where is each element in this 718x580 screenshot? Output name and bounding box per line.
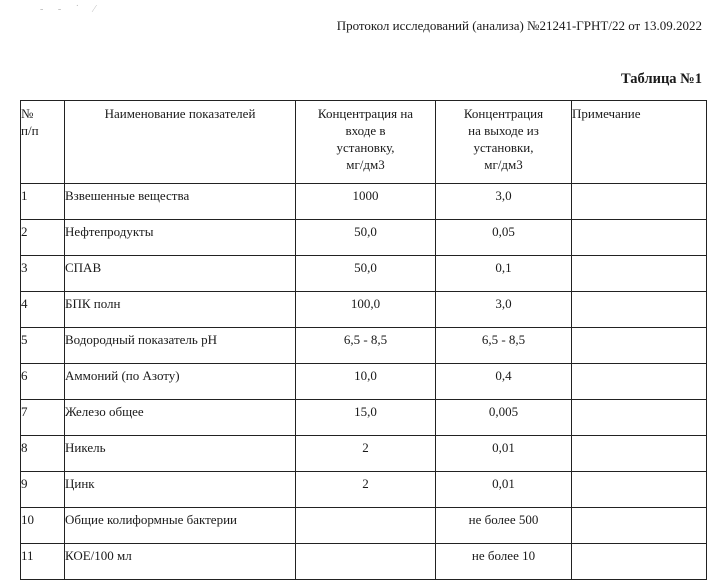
note-cell: [572, 436, 707, 472]
table-row: [21, 544, 707, 580]
inlet-value: 10,0: [296, 364, 436, 400]
table-header: [21, 101, 707, 184]
outlet-value: не более 500: [436, 508, 572, 544]
header-row: [21, 101, 707, 184]
inlet-value: [296, 544, 436, 580]
outlet-value: 0,01: [436, 472, 572, 508]
row-number: 11: [21, 544, 65, 580]
table-caption: Таблица №1: [621, 71, 702, 87]
note-cell: [572, 292, 707, 328]
note-cell: [572, 184, 707, 220]
row-number: 4: [21, 292, 65, 328]
row-number: 7: [21, 400, 65, 436]
table-row: [21, 436, 707, 472]
row-number: 2: [21, 220, 65, 256]
header-inlet-concentration: Концентрация на входе в установку, мг/дм3: [296, 101, 436, 184]
note-cell: [572, 472, 707, 508]
note-cell: [572, 328, 707, 364]
outlet-value: 0,05: [436, 220, 572, 256]
inlet-value: 100,0: [296, 292, 436, 328]
indicator-name: Цинк: [65, 472, 296, 508]
outlet-value: 0,01: [436, 436, 572, 472]
row-number: 5: [21, 328, 65, 364]
row-number: 9: [21, 472, 65, 508]
header-note: Примечание: [572, 101, 707, 184]
outlet-value: 6,5 - 8,5: [436, 328, 572, 364]
inlet-value: 2: [296, 436, 436, 472]
inlet-value: 6,5 - 8,5: [296, 328, 436, 364]
note-cell: [572, 364, 707, 400]
outlet-value: 0,005: [436, 400, 572, 436]
outlet-value: 3,0: [436, 292, 572, 328]
table-row: [21, 472, 707, 508]
inlet-value: 2: [296, 472, 436, 508]
outlet-value: не более 10: [436, 544, 572, 580]
header-number: № п/п: [21, 101, 65, 184]
table-row: [21, 364, 707, 400]
outlet-value: 0,4: [436, 364, 572, 400]
table-row: [21, 184, 707, 220]
inlet-value: 15,0: [296, 400, 436, 436]
inlet-value: [296, 508, 436, 544]
table-row: [21, 400, 707, 436]
table-row: [21, 220, 707, 256]
indicator-name: Нефтепродукты: [65, 220, 296, 256]
table-row: [21, 328, 707, 364]
indicator-name: СПАВ: [65, 256, 296, 292]
inlet-value: 1000: [296, 184, 436, 220]
note-cell: [572, 220, 707, 256]
indicators-table: [20, 100, 707, 580]
inlet-value: 50,0: [296, 220, 436, 256]
indicator-name: КОЕ/100 мл: [65, 544, 296, 580]
row-number: 3: [21, 256, 65, 292]
table-row: [21, 256, 707, 292]
inlet-value: 50,0: [296, 256, 436, 292]
row-number: 1: [21, 184, 65, 220]
table-body: [21, 184, 707, 580]
indicator-name: Никель: [65, 436, 296, 472]
table-row: [21, 292, 707, 328]
indicator-name: БПК полн: [65, 292, 296, 328]
note-cell: [572, 400, 707, 436]
row-number: 8: [21, 436, 65, 472]
outlet-value: 3,0: [436, 184, 572, 220]
outlet-value: 0,1: [436, 256, 572, 292]
note-cell: [572, 544, 707, 580]
table-row: [21, 508, 707, 544]
indicator-name: Водородный показатель рН: [65, 328, 296, 364]
indicator-name: Железо общее: [65, 400, 296, 436]
note-cell: [572, 256, 707, 292]
header-outlet-concentration: Концентрация на выходе из установки, мг/дм3: [436, 101, 572, 184]
row-number: 6: [21, 364, 65, 400]
indicator-name: Аммоний (по Азоту): [65, 364, 296, 400]
protocol-header: Протокол исследований (анализа) №21241-ГРНТ/22 от 13.09.2022: [336, 18, 702, 33]
note-cell: [572, 508, 707, 544]
indicator-name: Взвешенные вещества: [65, 184, 296, 220]
row-number: 10: [21, 508, 65, 544]
header-indicator-name: Наименование показателей: [65, 101, 296, 184]
indicator-name: Общие колиформные бактерии: [65, 508, 296, 544]
scan-marks: - ‐ ˙ ⁄: [40, 4, 102, 15]
